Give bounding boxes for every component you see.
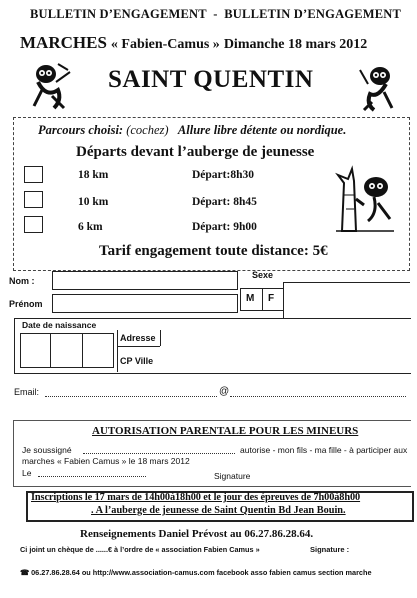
sexe-f-label: F bbox=[268, 293, 275, 304]
parcours-title: Parcours choisi: bbox=[38, 123, 124, 137]
bulletin-separator: - bbox=[213, 7, 218, 21]
header-bulletin bbox=[30, 7, 401, 22]
nom-input[interactable] bbox=[52, 271, 238, 290]
event-name: « Fabien-Camus » bbox=[110, 37, 220, 52]
checkbox-18km[interactable] bbox=[24, 166, 43, 183]
tree-mascot-icon bbox=[334, 165, 396, 233]
walker-left-icon bbox=[28, 60, 74, 112]
event-prefix: MARCHES bbox=[20, 33, 107, 52]
tarif: Tarif engagement toute distance: 5€ bbox=[99, 243, 328, 259]
renseignements: Renseignements Daniel Prévost au 06.27.86.28.64. bbox=[80, 528, 314, 540]
adresse-underline bbox=[117, 346, 160, 347]
bulletin-left: BULLETIN D’ENGAGEMENT bbox=[30, 7, 207, 21]
inscriptions-line1: Inscriptions le 17 mars de 14h00à18h00 et le jour des épreuves de 7h00à8h00 bbox=[31, 492, 361, 503]
option-depart: Départ: 8h45 bbox=[192, 196, 257, 208]
autorisation-signature: Signature bbox=[214, 471, 251, 481]
birth-day-input[interactable] bbox=[20, 333, 52, 368]
sexe-extra-box bbox=[283, 282, 410, 319]
event-date: Dimanche 18 mars 2012 bbox=[223, 37, 368, 52]
parcours-hint: (cochez) bbox=[126, 123, 169, 137]
parcours-title-line bbox=[38, 123, 346, 138]
adresse-label: Adresse bbox=[120, 333, 156, 343]
option-depart: Départ:8h30 bbox=[192, 169, 254, 181]
email-at: @ bbox=[219, 386, 230, 397]
prenom-input[interactable] bbox=[52, 294, 238, 313]
email-label: Email: bbox=[14, 387, 40, 397]
address-divider bbox=[117, 330, 118, 372]
inscriptions-line2: . A l’auberge de jeunesse de Saint Quentin Bd Jean Bouin. bbox=[91, 505, 346, 516]
autorisation-title: AUTORISATION PARENTALE POUR LES MINEURS bbox=[92, 425, 359, 437]
contact-text: 06.27.86.28.64 ou http://www.association-camus.com facebook asso fabien camus section marche bbox=[31, 568, 372, 577]
phone-icon: ☎ bbox=[20, 568, 30, 577]
contact-line bbox=[20, 568, 372, 577]
autorisation-line2: marches « Fabien Camus » le 18 mars 2012 bbox=[22, 456, 190, 466]
option-distance: 18 km bbox=[78, 169, 109, 181]
email-domain-input[interactable] bbox=[230, 396, 406, 397]
sexe-label: Sexe bbox=[252, 270, 274, 280]
autorisation-line3-a: Le bbox=[22, 468, 32, 478]
cheque-line: Ci joint un chèque de ......€ à l’ordre de « association Fabien Camus » bbox=[20, 545, 260, 554]
departures-title: Départs devant l’auberge de jeunesse bbox=[76, 144, 315, 160]
adresse-tick bbox=[160, 330, 161, 346]
option-depart: Départ: 9h00 bbox=[192, 221, 257, 233]
sexe-m-label: M bbox=[246, 293, 255, 304]
prenom-label: Prénom bbox=[9, 299, 43, 309]
checkbox-6km[interactable] bbox=[24, 216, 43, 233]
autorisation-name-input[interactable] bbox=[83, 453, 235, 454]
cheque-signature: Signature : bbox=[310, 545, 350, 554]
bulletin-right: BULLETIN D’ENGAGEMENT bbox=[224, 7, 402, 21]
autorisation-date-input[interactable] bbox=[38, 476, 146, 477]
email-user-input[interactable] bbox=[45, 396, 217, 397]
birth-month-input[interactable] bbox=[50, 333, 84, 368]
checkbox-10km[interactable] bbox=[24, 191, 43, 208]
autorisation-line1-b: autorise - mon fils - ma fille - à participer aux bbox=[240, 445, 408, 455]
autorisation-line1-a: Je soussigné bbox=[22, 445, 72, 455]
option-distance: 6 km bbox=[78, 221, 103, 233]
page-title: SAINT QUENTIN bbox=[108, 66, 314, 93]
naissance-label: Date de naissance bbox=[22, 320, 97, 330]
nom-label: Nom : bbox=[9, 276, 35, 286]
walker-right-icon bbox=[356, 62, 402, 114]
event-line bbox=[20, 33, 367, 53]
option-distance: 10 km bbox=[78, 196, 109, 208]
birth-year-input[interactable] bbox=[82, 333, 114, 368]
parcours-style: Allure libre détente ou nordique. bbox=[177, 123, 347, 137]
cpville-label: CP Ville bbox=[120, 356, 154, 366]
